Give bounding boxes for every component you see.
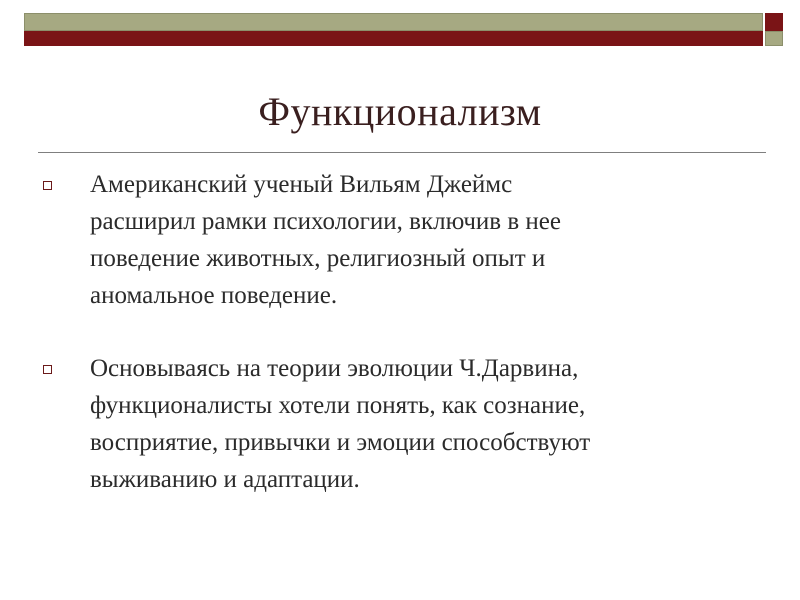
square-bullet-icon bbox=[43, 181, 52, 190]
bullet-list bbox=[40, 166, 760, 534]
header-corner-maroon bbox=[765, 13, 783, 31]
bullet-line: Американский ученый Вильям Джеймс bbox=[90, 171, 513, 198]
header-bar-maroon bbox=[24, 31, 763, 46]
header-corner-olive bbox=[765, 31, 783, 46]
title-divider bbox=[38, 152, 766, 153]
bullet-line: выживанию и адаптации. bbox=[90, 466, 360, 493]
bullet-text bbox=[90, 166, 760, 314]
bullet-line: Основываясь на теории эволюции Ч.Дарвина, bbox=[90, 355, 579, 382]
square-bullet-icon bbox=[43, 365, 52, 374]
slide-title: Функционализм bbox=[258, 89, 542, 134]
bullet-line: функционалисты хотели понять, как сознание, bbox=[90, 392, 586, 419]
bullet-line: расширил рамки психологии, включив в нее bbox=[90, 208, 561, 235]
bullet-line: поведение животных, религиозный опыт и bbox=[90, 245, 546, 272]
header-bar-olive bbox=[24, 13, 763, 31]
bullet-text bbox=[90, 350, 760, 498]
bullet-item bbox=[40, 166, 760, 314]
bullet-line: восприятие, привычки и эмоции способствуют bbox=[90, 429, 591, 456]
bullet-item bbox=[40, 350, 760, 498]
bullet-line: аномальное поведение. bbox=[90, 282, 338, 309]
